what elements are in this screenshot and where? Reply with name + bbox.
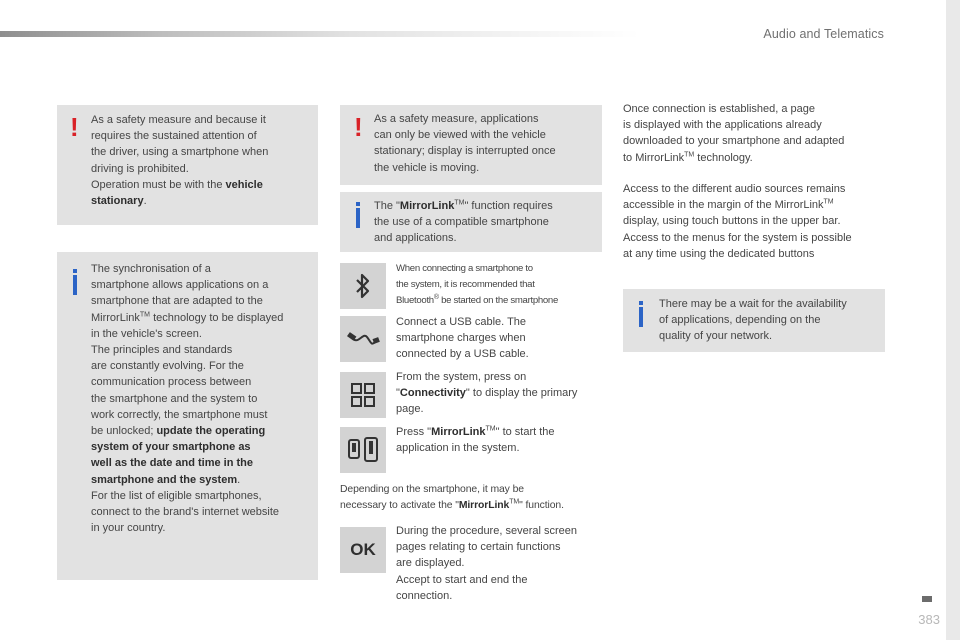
page-number: 383 <box>918 612 940 627</box>
usb-cable-icon-tile <box>340 316 386 362</box>
col3-info-text: There may be a wait for the availability of applications, depending on the quality of your network. <box>659 298 847 343</box>
col3-paragraph-1: Once connection is established, a page is displayed with the applications already downloaded to your smartphone and adapted to MirrorLink™ technology. <box>623 103 845 164</box>
bluetooth-icon-tile <box>340 263 386 309</box>
col1-warning-box <box>57 105 318 225</box>
step-mirrorlink-text: Press "MirrorLink™" to start the application in the system. <box>396 425 555 455</box>
page-marker <box>922 596 932 602</box>
info-icon <box>73 275 77 295</box>
step-connectivity-text: From the system, press on "Connectivity" to display the primary page. <box>396 371 578 416</box>
ok-icon-tile <box>340 527 386 573</box>
warning-icon: ! <box>70 112 79 142</box>
col2-info-box <box>340 192 602 252</box>
mirrorlink-icon-tile <box>340 427 386 473</box>
bluetooth-icon <box>353 272 373 300</box>
col2-warning-box <box>340 105 602 185</box>
col3-info-box <box>623 289 885 352</box>
col1-warning-text: As a safety measure and because it requires the sustained attention of the driver, using a smartphone when driving is prohibited. Operation must be with the vehicle stationary. <box>91 114 269 208</box>
step-ok-text: During the procedure, several screen pages relating to certain functions are displayed. Accept to start and end the connection. <box>396 525 577 602</box>
col1-info-box <box>57 252 318 580</box>
grid-menu-icon <box>350 382 376 408</box>
step-usb-text: Connect a USB cable. The smartphone charges when connected by a USB cable. <box>396 316 529 361</box>
side-edge-bar <box>946 0 960 640</box>
col1-info-text: The synchronisation of a smartphone allows applications on a smartphone that are adapted to the MirrorLink™ technology to be displayed in the vehicle's screen. The principles and standards are constantly evolving. For the communication process between the smartphone and the system to work correctly, the smartphone must be unlocked; update the operating system of your smartphone as well as the date and time in the smartphone and the system. For the list of eligible smartphones, connect to the brand's internet website in your country. <box>91 263 284 535</box>
info-icon <box>356 208 360 228</box>
usb-cable-icon <box>345 324 381 354</box>
warning-icon: ! <box>354 112 363 142</box>
col2-info-text: The "MirrorLink™" function requires the use of a compatible smartphone and applications. <box>374 199 553 245</box>
header-gradient-bar <box>0 31 640 37</box>
mirrorlink-icon <box>346 435 380 465</box>
section-title: Audio and Telematics <box>763 27 884 41</box>
info-icon <box>639 307 643 327</box>
col3-paragraph-2: Access to the different audio sources remains accessible in the margin of the MirrorLink™ display, using touch buttons in the upper bar. Access to the menus for the system is possible at any time using the dedicated buttons <box>623 183 852 260</box>
grid-menu-icon-tile <box>340 372 386 418</box>
col2-warning-text: As a safety measure, applications can only be viewed with the vehicle stationary; display is interrupted once the vehicle is moving. <box>374 113 556 174</box>
step-bluetooth-text: When connecting a smartphone to the system, it is recommended that Bluetooth® be started on the smartphone <box>396 263 559 306</box>
depending-note: Depending on the smartphone, it may be necessary to activate the "MirrorLink™" function. <box>340 484 564 512</box>
ok-icon: OK <box>350 540 376 559</box>
